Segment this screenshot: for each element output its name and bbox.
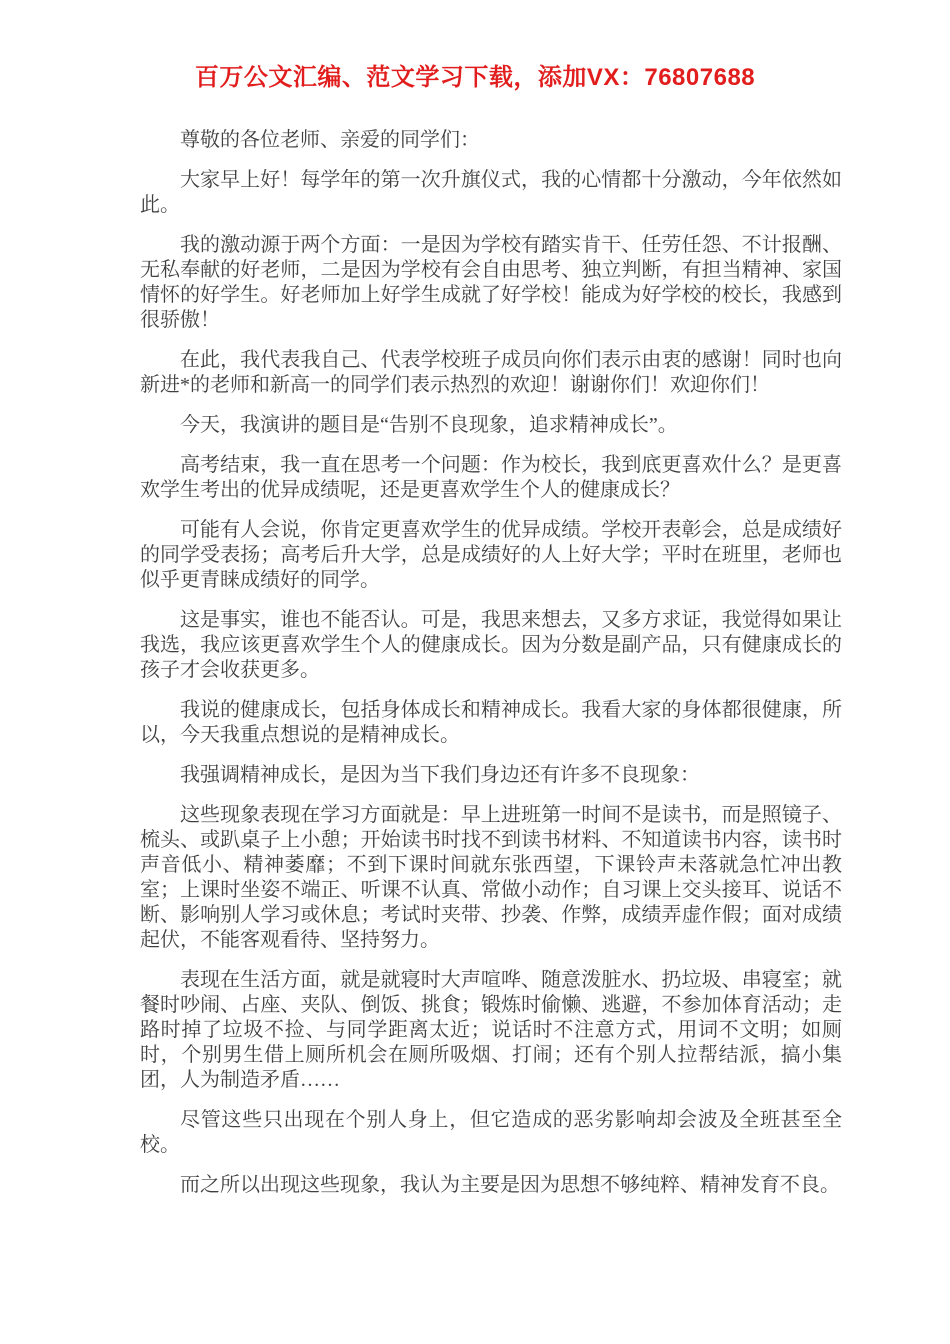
paragraph: 尊敬的各位老师、亲爱的同学们： bbox=[180, 129, 480, 151]
paragraph: 大家早上好！每学年的第一次升旗仪式，我的心情都十分激动，今年依然如此。 bbox=[140, 169, 842, 216]
watermark-ad-text: 百万公文汇编、范文学习下载，添加VX：76807688 bbox=[194, 64, 756, 91]
paragraph: 我说的健康成长，包括身体成长和精神成长。我看大家的身体都很健康，所以，今天我重点想说的是精神成长。 bbox=[140, 699, 842, 746]
paragraph: 尽管这些只出现在个别人身上，但它造成的恶劣影响却会波及全班甚至全校。 bbox=[140, 1109, 842, 1156]
paragraph: 在此，我代表我自己、代表学校班子成员向你们表示由衷的感谢！同时也向新进*的老师和新高一的同学们表示热烈的欢迎！谢谢你们！欢迎你们！ bbox=[140, 349, 842, 396]
paragraph: 我强调精神成长，是因为当下我们身边还有许多不良现象： bbox=[180, 764, 700, 786]
paragraph: 高考结束，我一直在思考一个问题：作为校长，我到底更喜欢什么？是更喜欢学生考出的优异成绩呢，还是更喜欢学生个人的健康成长？ bbox=[140, 454, 842, 501]
document-body bbox=[140, 128, 842, 1198]
paragraph: 今天，我演讲的题目是“告别不良现象，追求精神成长”。 bbox=[180, 414, 678, 436]
paragraph: 这是事实，谁也不能否认。可是，我思来想去，又多方求证，我觉得如果让我选，我应该更喜欢学生个人的健康成长。因为分数是副产品，只有健康成长的孩子才会收获更多。 bbox=[140, 609, 842, 681]
paragraph: 我的激动源于两个方面：一是因为学校有踏实肯干、任劳任怨、不计报酬、无私奉献的好老师，二是因为学校有会自由思考、独立判断，有担当精神、家国情怀的好学生。好老师加上好学生成就了好学校！能成为好学校的校长，我感到很骄傲！ bbox=[140, 234, 842, 331]
paragraph: 而之所以出现这些现象，我认为主要是因为思想不够纯粹、精神发育不良。 bbox=[180, 1174, 840, 1196]
paragraph: 可能有人会说，你肯定更喜欢学生的优异成绩。学校开表彰会，总是成绩好的同学受表扬；高考后升大学，总是成绩好的人上好大学；平时在班里，老师也似乎更青睐成绩好的同学。 bbox=[140, 519, 842, 591]
paragraph: 这些现象表现在学习方面就是：早上进班第一时间不是读书，而是照镜子、梳头、或趴桌子上小憩；开始读书时找不到读书材料、不知道读书内容，读书时声音低小、精神萎靡；不到下课时间就东张西望，下课铃声未落就急忙冲出教室；上课时坐姿不端正、听课不认真、常做小动作；自习课上交头接耳、说话不断、影响别人学习或休息；考试时夹带、抄袭、作弊，成绩弄虚作假；面对成绩起伏，不能客观看待、坚持努力。 bbox=[140, 804, 842, 951]
paragraph: 表现在生活方面，就是就寝时大声喧哗、随意泼脏水、扔垃圾、串寝室；就餐时吵闹、占座、夹队、倒饭、挑食；锻炼时偷懒、逃避，不参加体育活动；走路时掉了垃圾不捡、与同学距离太近；说话时不注意方式，用词不文明；如厕时，个别男生借上厕所机会在厕所吸烟、打闹；还有个别人拉帮结派，搞小集团，人为制造矛盾…… bbox=[140, 969, 842, 1091]
